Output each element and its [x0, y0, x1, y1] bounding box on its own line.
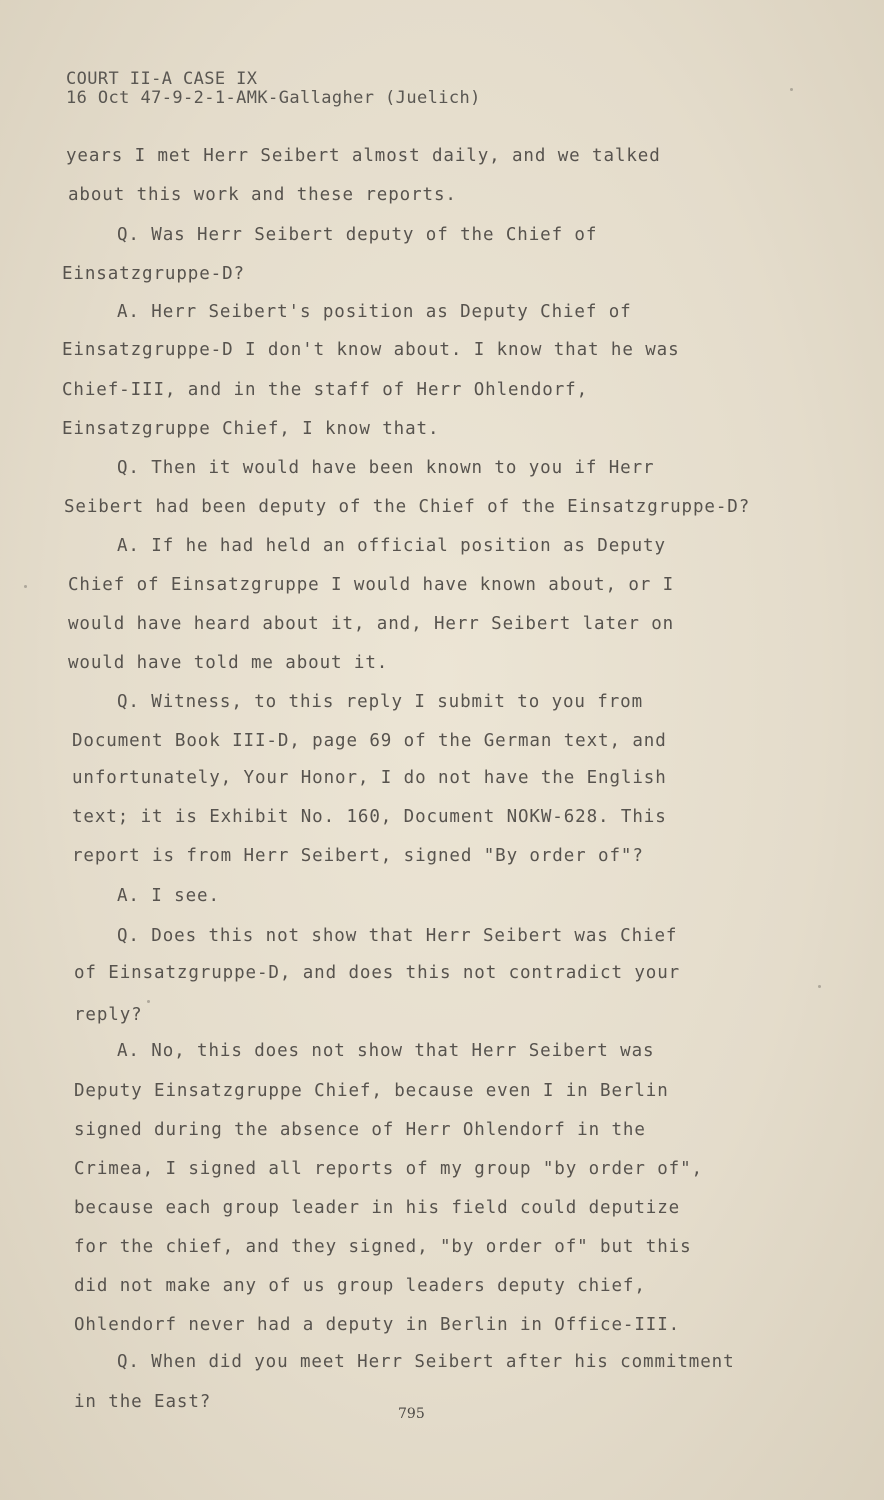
paper-speck	[147, 1000, 150, 1003]
transcript-line: Chief of Einsatzgruppe I would have known about, or I	[68, 575, 675, 595]
transcript-line: text; it is Exhibit No. 160, Document NOKW-628. This	[72, 807, 667, 827]
transcript-line: A. Herr Seibert's position as Deputy Chief of	[117, 302, 632, 322]
transcript-line: in the East?	[74, 1392, 212, 1412]
transcript-line: Q. Does this not show that Herr Seibert was Chief	[117, 926, 678, 946]
transcript-line: Q. Then it would have been known to you if Herr	[117, 458, 655, 478]
transcript-line: Deputy Einsatzgruppe Chief, because even I in Berlin	[74, 1081, 669, 1101]
transcript-line: reply?	[74, 1005, 143, 1025]
transcript-line: report is from Herr Seibert, signed "By order of"?	[72, 846, 644, 866]
transcript-line: about this work and these reports.	[68, 185, 457, 205]
session-reference-line: 16 Oct 47-9-2-1-AMK-Gallagher (Juelich)	[66, 88, 481, 108]
transcript-line: for the chief, and they signed, "by order of" but this	[74, 1237, 692, 1257]
transcript-line: Einsatzgruppe-D I don't know about. I know that he was	[62, 340, 680, 360]
transcript-line: Q. Witness, to this reply I submit to you from	[117, 692, 644, 712]
transcript-line: unfortunately, Your Honor, I do not have the English	[72, 768, 667, 788]
transcript-line: Einsatzgruppe Chief, I know that.	[62, 419, 440, 439]
transcript-line: would have heard about it, and, Herr Seibert later on	[68, 614, 675, 634]
transcript-line: A. I see.	[117, 886, 220, 906]
paper-speck	[818, 985, 821, 988]
transcript-line: because each group leader in his field could deputize	[74, 1198, 681, 1218]
page-number: 795	[398, 1406, 425, 1422]
paper-speck	[24, 585, 27, 588]
transcript-line: Seibert had been deputy of the Chief of the Einsatzgruppe-D?	[64, 497, 751, 517]
transcript-line: would have told me about it.	[68, 653, 389, 673]
transcript-line: Q. When did you meet Herr Seibert after his commitment	[117, 1352, 735, 1372]
transcript-line: Ohlendorf never had a deputy in Berlin in Office-III.	[74, 1315, 681, 1335]
transcript-line: Document Book III-D, page 69 of the German text, and	[72, 731, 667, 751]
transcript-line: A. If he had held an official position as Deputy	[117, 536, 666, 556]
court-case-line: COURT II-A CASE IX	[66, 69, 258, 89]
transcript-line: Einsatzgruppe-D?	[62, 264, 245, 284]
paper-speck	[790, 88, 793, 91]
transcript-line: years I met Herr Seibert almost daily, and we talked	[66, 146, 661, 166]
transcript-line: A. No, this does not show that Herr Seibert was	[117, 1041, 655, 1061]
transcript-line: Q. Was Herr Seibert deputy of the Chief of	[117, 225, 598, 245]
transcript-line: Chief-III, and in the staff of Herr Ohlendorf,	[62, 380, 589, 400]
transcript-line: of Einsatzgruppe-D, and does this not contradict your	[74, 963, 681, 983]
transcript-line: Crimea, I signed all reports of my group "by order of",	[74, 1159, 703, 1179]
transcript-line: signed during the absence of Herr Ohlendorf in the	[74, 1120, 646, 1140]
case-header	[66, 70, 481, 108]
transcript-line: did not make any of us group leaders deputy chief,	[74, 1276, 646, 1296]
